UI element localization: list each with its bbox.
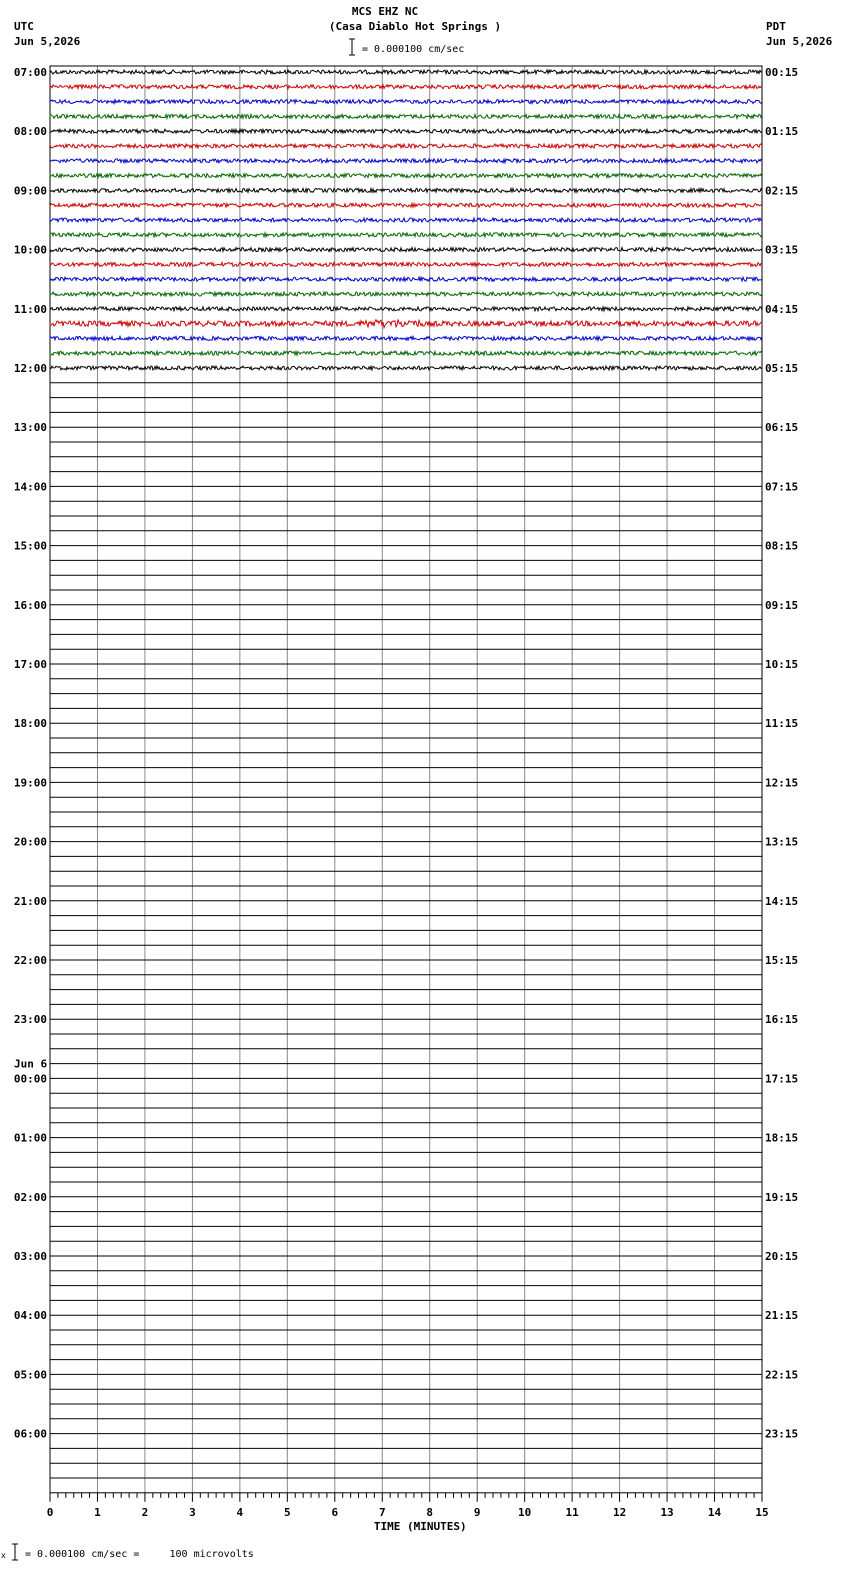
seismic-trace	[50, 366, 762, 370]
right-hour-label: 02:15	[765, 184, 799, 198]
seismic-trace	[50, 248, 762, 252]
left-hour-label: 05:00	[13, 1368, 47, 1382]
calibration-prefix: x	[1, 1551, 6, 1560]
right-hour-label: 18:15	[765, 1131, 799, 1145]
x-tick-label: 4	[236, 1505, 244, 1519]
x-tick-label: 6	[331, 1505, 339, 1519]
left-hour-label: 10:00	[13, 243, 47, 257]
left-hour-label: 19:00	[13, 776, 47, 790]
seismic-trace	[50, 188, 762, 192]
x-axis-label: TIME (MINUTES)	[373, 1519, 467, 1533]
left-date: Jun 5,2026	[14, 35, 81, 48]
left-hour-label: 11:00	[13, 302, 47, 316]
seismic-trace	[50, 218, 762, 222]
calibration-label: = 0.000100 cm/sec = 100 microvolts	[25, 1549, 254, 1560]
right-hour-label: 04:15	[765, 302, 799, 316]
left-timezone: UTC	[14, 20, 34, 33]
seismic-trace	[50, 307, 762, 311]
left-hour-label: 09:00	[13, 184, 47, 198]
right-hour-label: 09:15	[765, 598, 799, 612]
right-hour-label: 13:15	[765, 835, 799, 849]
left-hour-label: 02:00	[13, 1190, 47, 1204]
x-tick-label: 14	[707, 1505, 722, 1519]
right-hour-label: 12:15	[765, 776, 799, 790]
left-hour-label: 06:00	[13, 1427, 47, 1441]
left-hour-label: 07:00	[13, 66, 47, 79]
x-tick-label: 2	[141, 1505, 149, 1519]
right-hour-label: 07:15	[765, 480, 799, 494]
right-hour-label: 17:15	[765, 1072, 799, 1086]
left-hour-label: 03:00	[13, 1250, 47, 1263]
x-tick-label: 8	[426, 1505, 434, 1519]
left-hour-label: 17:00	[13, 658, 47, 671]
x-tick-label: 10	[518, 1505, 532, 1519]
right-hour-label: 00:15	[765, 66, 799, 79]
seismic-trace	[50, 100, 762, 104]
day-change-label: Jun 6	[14, 1057, 48, 1071]
seismic-trace	[50, 70, 762, 74]
right-hour-label: 22:15	[765, 1368, 799, 1382]
right-hour-label: 16:15	[765, 1013, 799, 1027]
right-hour-label: 01:15	[765, 125, 799, 139]
left-hour-label: 00:00	[13, 1072, 47, 1086]
right-hour-label: 06:15	[765, 421, 799, 435]
right-hour-label: 10:15	[765, 658, 799, 671]
left-hour-label: 21:00	[13, 894, 47, 908]
left-hour-label: 16:00	[13, 598, 47, 612]
right-hour-label: 20:15	[765, 1250, 799, 1263]
seismic-trace	[50, 203, 762, 207]
seismic-trace	[50, 114, 762, 118]
seismic-trace	[50, 262, 762, 266]
x-tick-label: 3	[189, 1505, 196, 1519]
right-hour-label: 21:15	[765, 1309, 799, 1323]
station-title: MCS EHZ NC	[351, 5, 419, 18]
left-hour-label: 18:00	[13, 717, 47, 731]
seismic-trace	[50, 174, 762, 178]
right-hour-label: 11:15	[765, 717, 799, 731]
left-hour-label: 08:00	[13, 125, 47, 139]
seismic-trace	[50, 351, 762, 355]
left-hour-label: 04:00	[13, 1309, 47, 1323]
x-tick-label: 5	[284, 1505, 291, 1519]
right-hour-label: 03:15	[765, 243, 799, 257]
left-hour-label: 01:00	[13, 1131, 47, 1145]
right-hour-label: 14:15	[765, 894, 799, 908]
right-hour-label: 15:15	[765, 954, 799, 967]
calibration-bar-icon	[10, 1543, 20, 1563]
seismic-trace	[50, 336, 762, 340]
seismic-trace	[50, 233, 762, 237]
right-hour-label: 05:15	[765, 362, 799, 375]
scale-label: = 0.000100 cm/sec	[362, 44, 465, 55]
x-tick-label: 15	[755, 1505, 769, 1519]
x-tick-label: 1	[94, 1505, 101, 1519]
left-hour-label: 20:00	[13, 835, 47, 849]
location-title: (Casa Diablo Hot Springs )	[328, 20, 502, 33]
left-hour-label: 23:00	[13, 1013, 47, 1027]
left-hour-label: 15:00	[13, 539, 47, 553]
seismic-trace	[50, 292, 762, 296]
x-tick-label: 0	[46, 1505, 54, 1519]
left-hour-label: 12:00	[13, 362, 47, 375]
seismic-trace	[50, 129, 762, 133]
right-timezone: PDT	[766, 20, 786, 33]
seismic-trace	[50, 277, 762, 281]
left-hour-label: 14:00	[13, 480, 47, 494]
right-hour-label: 23:15	[765, 1427, 799, 1441]
right-hour-label: 08:15	[765, 539, 799, 553]
right-hour-label: 19:15	[765, 1190, 799, 1204]
right-date: Jun 5,2026	[766, 35, 833, 48]
seismic-trace	[50, 85, 762, 89]
x-tick-label: 7	[378, 1505, 386, 1519]
x-tick-label: 11	[565, 1505, 579, 1519]
left-hour-label: 13:00	[13, 421, 47, 435]
seismic-trace	[50, 144, 762, 148]
seismic-trace	[50, 320, 762, 328]
x-tick-label: 13	[660, 1505, 674, 1519]
x-tick-label: 12	[612, 1505, 627, 1519]
seismic-trace	[50, 159, 762, 163]
left-hour-label: 22:00	[13, 954, 47, 967]
x-tick-label: 9	[473, 1505, 481, 1519]
